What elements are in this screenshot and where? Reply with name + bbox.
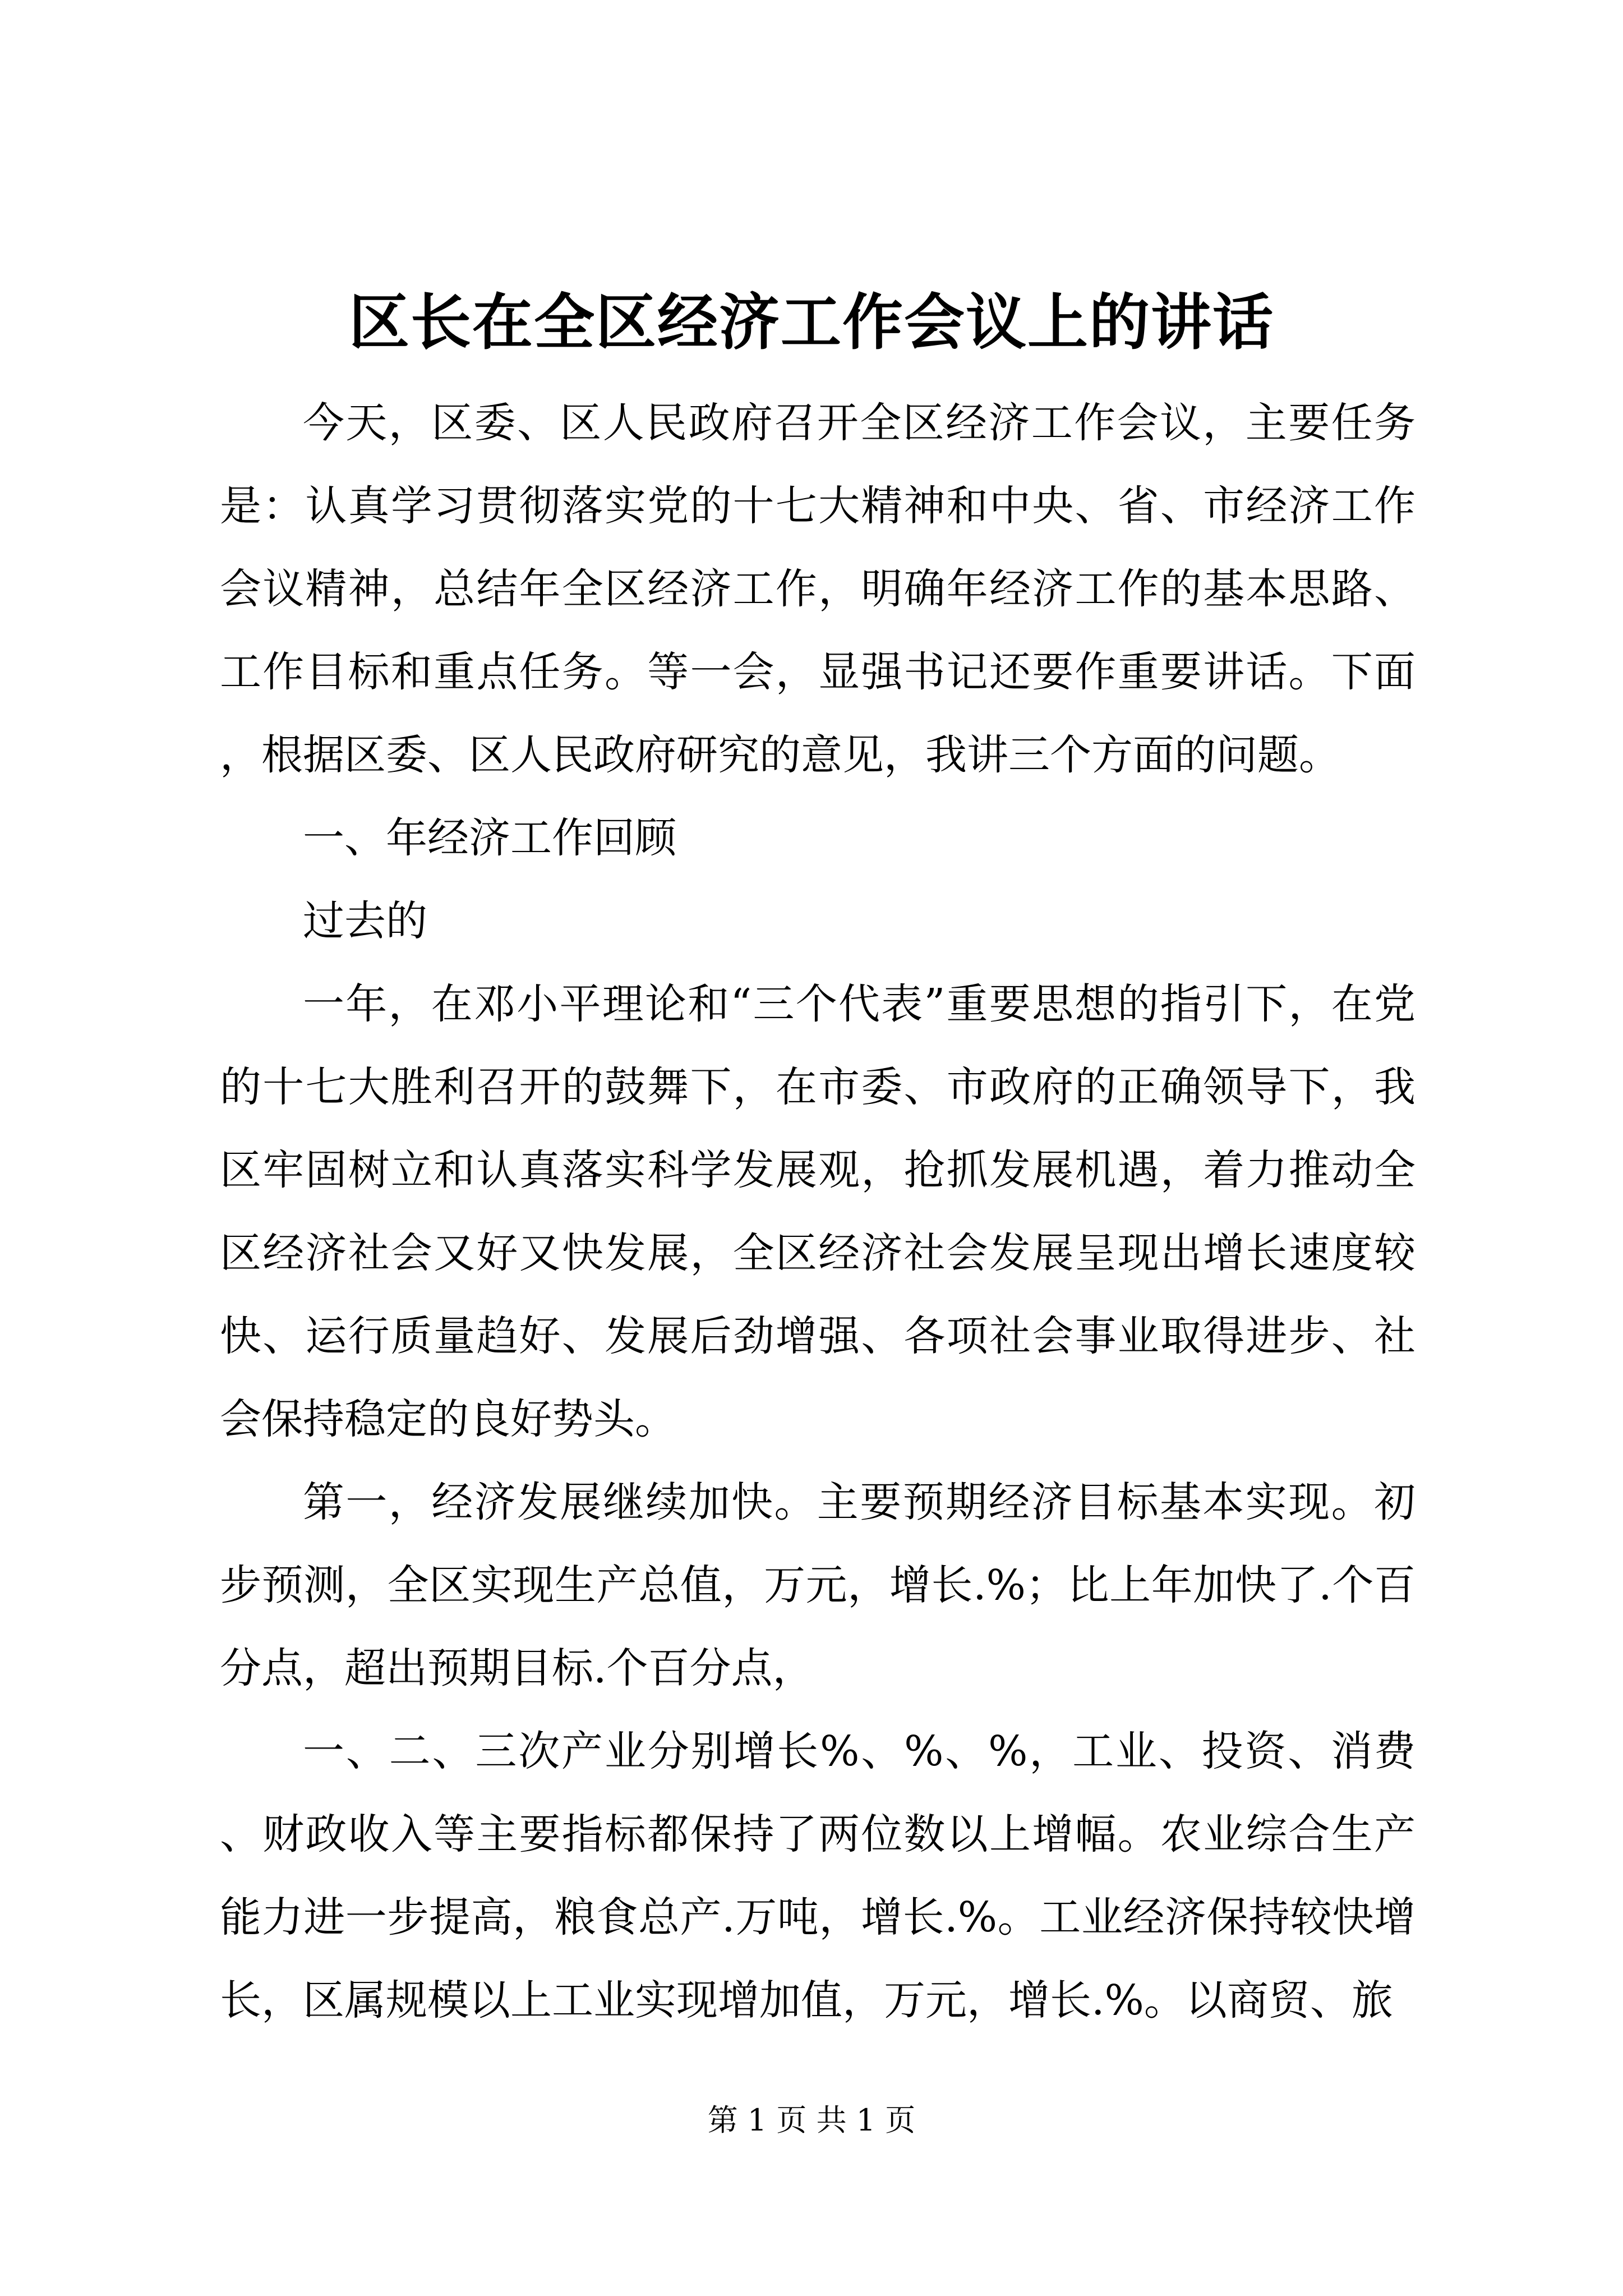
document-body — [220, 381, 1415, 2042]
document-title: 区长在全区经济工作会议上的讲话 — [348, 287, 1274, 358]
paragraph-intro: 今天，区委、区人民政府召开全区经济工作会议，主要任务是：认真学习贯彻落实党的十七大精神和中央、省、市经济工作会议精神，总结年全区经济工作，明确年经济工作的基本思路、工作目标和重点任务。等一会，显强书记还要作重要讲话。下面，根据区委、区人民政府研究的意见，我讲三个方面的问题。 — [220, 399, 1415, 779]
page-number-footer: 第 1 页 共 1 页 — [707, 2102, 916, 2138]
paragraph-year-review: 一年，在邓小平理论和“三个代表”重要思想的指引下，在党的十七大胜利召开的鼓舞下，在市委、市政府的正确领导下，我区牢固树立和认真落实科学发展观，抢抓发展机遇，着力推动全区经济社会又好又快发展，全区经济社会发展呈现出增长速度较快、运行质量趋好、发展后劲增强、各项社会事业取得进步、社会保持稳定的良好势头。 — [220, 980, 1415, 1443]
paragraph-economy-growth: 第一，经济发展继续加快。主要预期经济目标基本实现。初步预测，全区实现生产总值，万元，增长.%；比上年加快了.个百分点，超出预期目标.个百分点， — [220, 1478, 1415, 1692]
paragraph-industry-growth: 一、二、三次产业分别增长%、%、%，工业、投资、消费、财政收入等主要指标都保持了两位数以上增幅。农业综合生产能力进一步提高，粮食总产.万吨，增长.%。工业经济保持较快增长，区属规模以上工业实现增加值，万元，增长.%。以商贸、旅 — [220, 1727, 1415, 2024]
paragraph-past: 过去的 — [303, 897, 427, 945]
section-heading-review: 一、年经济工作回顾 — [303, 814, 676, 862]
